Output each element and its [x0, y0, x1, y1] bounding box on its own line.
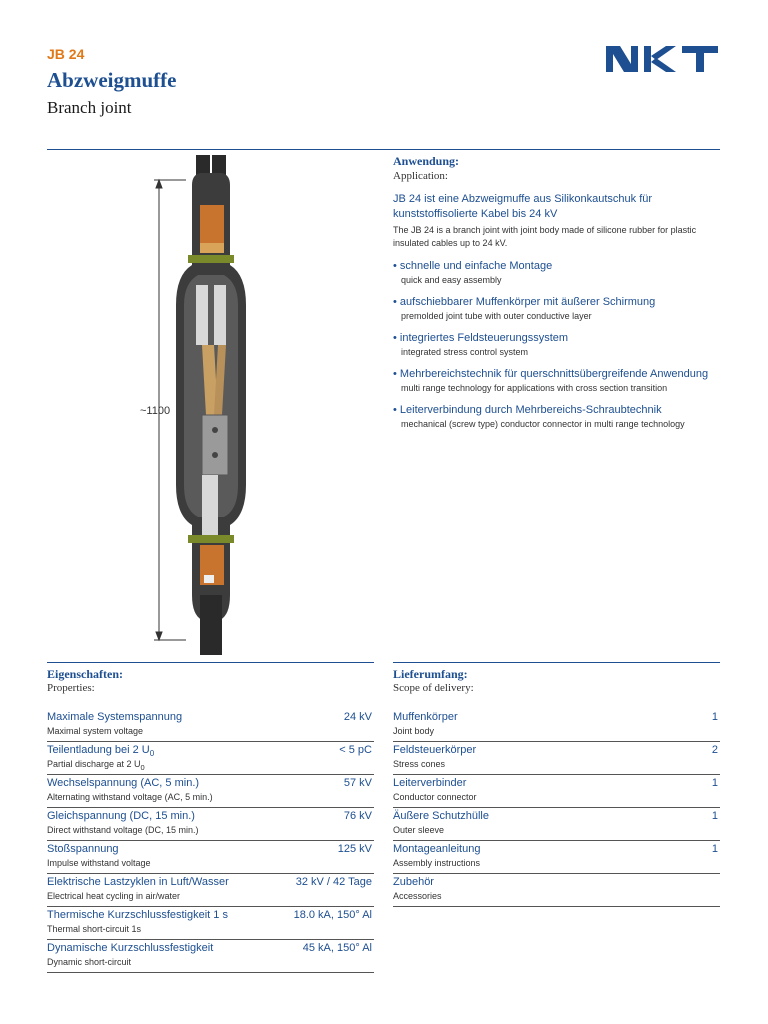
row-label-en: Electrical heat cycling in air/water	[47, 891, 181, 901]
application-intro-de: JB 24 ist eine Abzweigmuffe aus Silikonkautschuk für kunststoffisolierte Kabel bis 24 kV	[393, 193, 653, 220]
feature-item	[393, 259, 723, 286]
page-title: Abzweigmuffe	[47, 68, 177, 92]
row-label-en: Assembly instructions	[393, 858, 481, 868]
row-value: 1	[711, 777, 718, 789]
table-row	[393, 775, 720, 808]
row-value: 45 kA, 150° Al	[302, 942, 372, 954]
row-label-de: Gleichspannung (DC, 15 min.)	[47, 810, 195, 822]
table-row	[393, 874, 720, 907]
row-label-en: Outer sleeve	[393, 825, 445, 835]
row-label-en: Stress cones	[393, 759, 446, 769]
dimension-label: ~1100	[140, 405, 171, 417]
scope-title: Lieferumfang:	[393, 667, 468, 681]
table-row	[393, 808, 720, 841]
row-label-de: Leiterverbinder	[393, 777, 467, 789]
table-row	[47, 808, 374, 841]
row-label-en: Conductor connector	[393, 792, 477, 802]
row-label-de: Teilentladung bei 2 $U_0$	[47, 744, 155, 759]
feature-item	[393, 403, 723, 430]
properties-title: Eigenschaften:	[47, 667, 123, 681]
feature-label-de: • Leiterverbindung durch Mehrbereichs-Schraubtechnik	[393, 404, 662, 416]
properties-divider	[47, 662, 374, 663]
table-row	[47, 874, 374, 907]
row-value: 18.0 kA, 150° Al	[293, 909, 372, 921]
scope-table	[393, 709, 720, 907]
row-value: 1	[711, 843, 718, 855]
nkt-logo	[604, 44, 720, 74]
row-label-de: Dynamische Kurzschlussfestigkeit	[47, 942, 214, 954]
feature-label-en: integrated stress control system	[401, 347, 529, 357]
row-label-de: Thermische Kurzschlussfestigkeit 1 s	[47, 909, 228, 921]
row-value: 125 kV	[337, 843, 372, 855]
feature-item	[393, 331, 723, 358]
table-row	[47, 841, 374, 874]
feature-label-en: multi range technology for applications with cross section transition	[401, 383, 668, 393]
row-label-en: Maximal system voltage	[47, 726, 144, 736]
row-label-de: Zubehör	[393, 876, 434, 888]
row-label-en: Direct withstand voltage (DC, 15 min.)	[47, 825, 199, 835]
application-intro-en: The JB 24 is a branch joint with joint body made of silicone rubber for plastic insulated cables up to 24 kV.	[393, 225, 697, 248]
page-subtitle: Branch joint	[47, 98, 132, 117]
feature-item	[393, 367, 723, 394]
row-label-de: Maximale Systemspannung	[47, 711, 183, 723]
scope-divider	[393, 662, 720, 663]
table-row	[393, 742, 720, 775]
row-value: < 5 pC	[339, 744, 372, 756]
feature-list	[393, 259, 723, 430]
row-value: 32 kV / 42 Tage	[295, 876, 372, 888]
scope-section	[393, 667, 720, 907]
row-label-de: Wechselspannung (AC, 5 min.)	[47, 777, 200, 789]
row-label-en: Partial discharge at 2 $U_0$	[47, 759, 145, 772]
table-row	[393, 709, 720, 742]
row-label-en: Impulse withstand voltage	[47, 858, 151, 868]
application-subtitle: Application:	[393, 170, 448, 182]
row-label-de: Stoßspannung	[47, 843, 119, 855]
row-label-en: Joint body	[393, 726, 435, 736]
row-label-de: Montageanleitung	[393, 843, 481, 855]
row-value: 1	[711, 810, 718, 822]
feature-label-en: premolded joint tube with outer conductive layer	[401, 311, 592, 321]
row-label-en: Alternating withstand voltage (AC, 5 min.)	[47, 792, 213, 802]
table-row	[47, 775, 374, 808]
row-label-de: Äußere Schutzhülle	[393, 810, 489, 822]
row-value: 24 kV	[343, 711, 372, 723]
table-row	[47, 907, 374, 940]
row-value: 57 kV	[343, 777, 372, 789]
properties-subtitle: Properties:	[47, 682, 95, 694]
application-title: Anwendung:	[393, 154, 460, 168]
row-value: 2	[711, 744, 718, 756]
row-label-en: Thermal short-circuit 1s	[47, 924, 142, 934]
row-label-en: Accessories	[393, 891, 442, 901]
row-label-de: Muffenkörper	[393, 711, 458, 723]
table-row	[47, 709, 374, 742]
table-row	[47, 742, 374, 775]
feature-label-de: • Mehrbereichstechnik für querschnittsübergreifende Anwendung	[393, 368, 709, 380]
properties-section	[47, 667, 374, 973]
properties-table	[47, 709, 374, 973]
feature-item	[393, 295, 723, 322]
table-row	[393, 841, 720, 874]
feature-label-de: • aufschiebbarer Muffenkörper mit äußerer Schirmung	[393, 296, 656, 308]
row-value: 76 kV	[343, 810, 372, 822]
feature-label-de: • schnelle und einfache Montage	[393, 260, 553, 272]
product-code: JB 24	[47, 46, 85, 62]
feature-label-en: mechanical (screw type) conductor connector in multi range technology	[401, 419, 685, 429]
feature-label-de: • integriertes Feldsteuerungssystem	[393, 332, 569, 344]
application-section	[393, 154, 723, 430]
row-label-de: Elektrische Lastzyklen in Luft/Wasser	[47, 876, 229, 888]
row-label-de: Feldsteuerkörper	[393, 744, 477, 756]
row-value: 1	[711, 711, 718, 723]
table-row	[47, 940, 374, 973]
top-divider	[47, 149, 720, 150]
feature-label-en: quick and easy assembly	[401, 275, 502, 285]
row-label-en: Dynamic short-circuit	[47, 957, 132, 967]
scope-subtitle: Scope of delivery:	[393, 682, 474, 694]
